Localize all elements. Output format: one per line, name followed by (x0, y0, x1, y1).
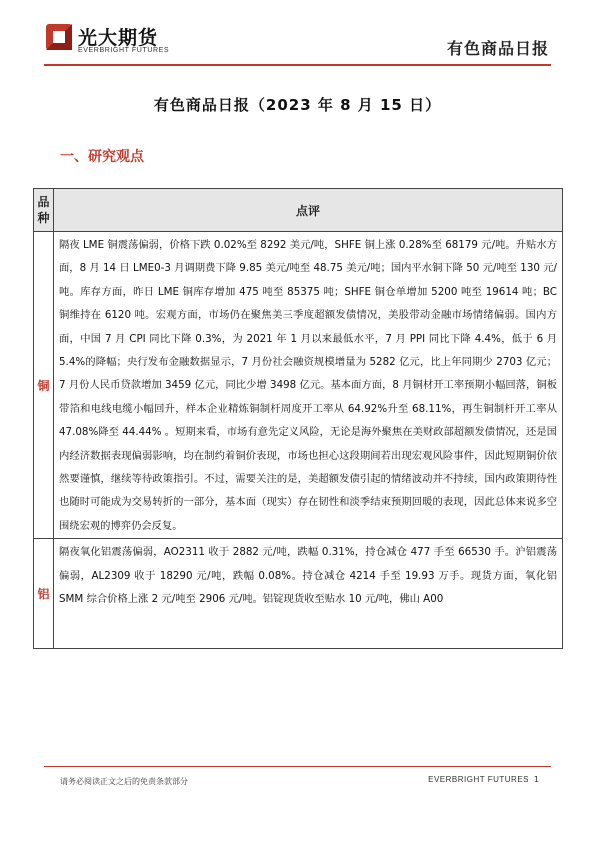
commentary-table (33, 188, 563, 649)
brand-name-cn: 光大期货 (78, 27, 159, 49)
commentary-copper: 隔夜 LME 铜震荡偏弱，价格下跌 0.02%至 8292 美元/吨，SHFE 铜上涨 0.28%至 68179 元/吨。升贴水方面，8 月 14 日 LME0-3 月调期费下降 9.85 美元/吨至 48.75 美元/吨；国内平水铜下降 50 元/吨至 130 元/吨。库存方面，昨日 LME 铜库存增加 475 吨至 85375 吨；SHFE 铜仓单增加 5200 吨至 19614 吨；BC 铜维持在 6120 吨。宏观方面，市场仍在聚焦美三季度超额发债情况，美股带动金融市场情绪偏弱。国内方面，中国 7 月 CPI 同比下降 0.3%，为 2021 年 1 月以来最低水平，7 月 PPI 同比下降 4.4%，低于 6 月 5.4%的降幅；央行发布金融数据显示，7 月份社会融资规模增量为 5282 亿元，比上年同期少 2703 亿元；7 月份人民币贷款增加 3459 亿元，同比少增 3498 亿元。基本面方面，8 月铜材开工率预期小幅回落，铜板带箔和电线电缆小幅回升，样本企业精炼铜制杆周度开工率从 64.92%升至 68.11%，再生铜制杆开工率从 47.08%降至 44.44% 。短期来看，市场有意先定义风险，无论是海外聚焦在美财政部超额发债情况，还是国内经济数据表现偏弱影响，均在制约着铜价表现，市场也担心这段期间若出现宏观风险事件，因此短期铜价依然要谨慎，继续等待政策指引。不过，需要关注的是，美超额发债引起的情绪波动并不持续，国内政策期待性也随时可能成为交易转折的一部分，基本面（现实）存在韧性和淡季结束预期回暖的表现，因此总体来说多空围绕宏观的博弈仍会反复。 (54, 232, 563, 539)
footer-disclaimer: 请务必阅读正文之后的免责条款部分 (60, 777, 188, 786)
column-header-kind (34, 189, 54, 232)
header-divider (44, 64, 551, 66)
report-label: 有色商品日报 (446, 39, 549, 58)
page-header (0, 0, 595, 70)
footer-divider (44, 766, 551, 767)
logo-mark-icon (44, 22, 74, 52)
footer-brand: EVERBRIGHT FUTURES (428, 775, 529, 784)
table-row-copper (34, 232, 563, 539)
commodity-label-aluminum: 铝 (34, 539, 54, 649)
column-header-kind-2: 种 (37, 211, 50, 225)
table-row-aluminum (34, 539, 563, 649)
commentary-aluminum: 隔夜氧化铝震荡偏弱，AO2311 收于 2882 元/吨，跌幅 0.31%，持仓减仓 477 手至 66530 手。沪铝震荡偏弱，AL2309 收于 18290 元/吨，跌幅 0.08%。持仓减仓 4214 手至 19.93 万手。现货方面，氧化铝 SMM 综合价格上涨 2 元/吨至 2906 元/吨。铝锭现货收至贴水 10 元/吨，佛山 A00 (54, 539, 563, 649)
section-heading: 一、研究观点 (60, 149, 144, 165)
column-header-kind-1: 品 (37, 195, 50, 209)
brand-name-en: EVERBRIGHT FUTURES (78, 47, 170, 54)
page-number: 1 (533, 775, 539, 784)
table-header-row (34, 189, 563, 232)
column-header-comment: 点评 (54, 189, 563, 232)
company-logo (44, 22, 184, 62)
commodity-label-copper: 铜 (34, 232, 54, 539)
document-title: 有色商品日报（2023 年 8 月 15 日） (153, 96, 442, 114)
